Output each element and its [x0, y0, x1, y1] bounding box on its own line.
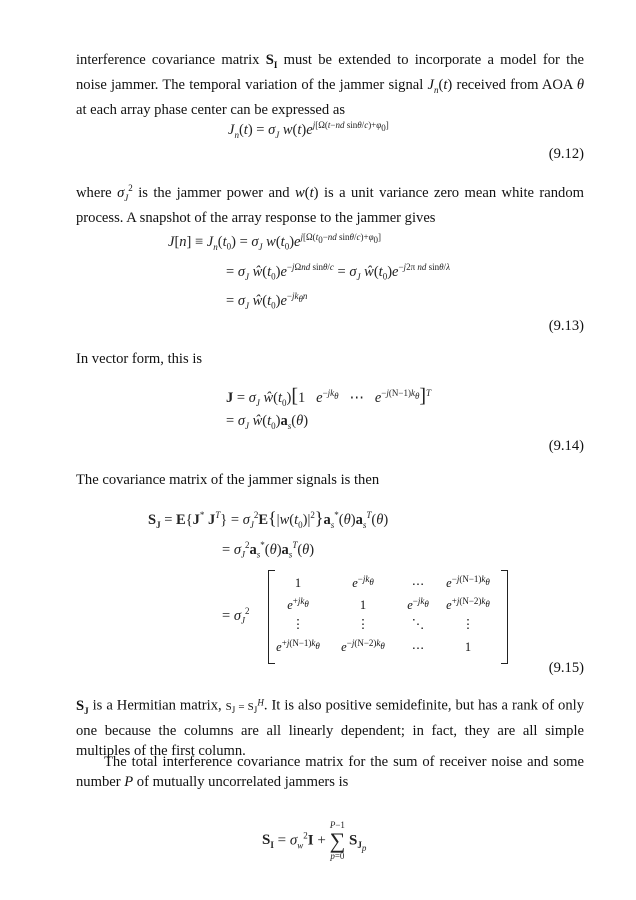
- matrix-cell: $e^{-jk_\theta}$: [407, 596, 429, 613]
- equation-9-12: $J_n(t) = \sigma_J$ $w(t)e^{j[\Omega(t-nd sin\theta/c)+\varphi_0]}$: [228, 120, 389, 140]
- matrix-cell: $e^{+j(N-2)k_\theta}$: [446, 596, 490, 613]
- paragraph-6: The total interference covariance matrix for the sum of receiver noise and some number P of mutually uncorrelated jammers is: [76, 754, 584, 790]
- paragraph-1: interference covariance matrix $S_I$ must be extended to incorporate a model for the noise jammer. The temporal variation of the jammer signal $J_n(t)$ received from AOA θ at each array phase center can be expressed as: [76, 52, 584, 118]
- matrix-cell: $e^{-jk_\theta}$: [352, 574, 374, 591]
- equation-9-13-line-1: $J[n] \equiv J_n(t_0) = \sigma_J$ $w(t_0)e^{j[\Omega(t_0-nd sin\theta/c)+\varphi_0]}$: [168, 232, 382, 252]
- matrix-cell: ⋮: [291, 617, 305, 631]
- paragraph-4: The covariance matrix of the jammer signals is then: [76, 472, 380, 488]
- equation-9-15-line-1: $S_J = E\{J^*$ $J^T\} = \sigma_J^2E\{|w(t_0)|^2\}a_s^*(\theta)a_s^T(\theta)$: [148, 508, 389, 530]
- equation-number: (9.12): [548, 146, 584, 162]
- equation-9-14-line-1: $J = \sigma_J$ $ŵ(t_0)[1$ $e^{-jk_\theta}$ ⋯ $e^{-j(N-1)k_\theta}]^T$: [226, 385, 432, 408]
- matrix-cell: 1: [294, 576, 302, 590]
- matrix-cell: ⋮: [461, 617, 475, 631]
- matrix-left-bracket: [268, 570, 275, 664]
- equation-9-15-coefficient: = $\sigma_J^2$: [222, 606, 250, 626]
- equation-9-13-line-3: = $\sigma_J$ $ŵ(t_0)e^{-jk_\theta n}$: [226, 291, 308, 311]
- paragraph-2: where $\sigma_J^2$ is the jammer power and w(t) is a unit variance zero mean white random process. A snapshot of the array response to the jammer gives: [76, 183, 584, 226]
- matrix-cell: $e^{+j(N-1)k_\theta}$: [276, 638, 320, 655]
- matrix-cell: 1: [359, 598, 367, 612]
- matrix-right-bracket: [501, 570, 508, 664]
- equation-number: (9.13): [548, 318, 584, 334]
- covariance-matrix: [268, 570, 508, 662]
- paragraph-5: $S_J$ is a Hermitian matrix, $S_J = S_J^H$. It is also positive semidefinite, but has a rank of only one because the columns are all linearly dependent; in fact, they are all simple multiples of the first column.: [76, 697, 585, 759]
- equation-9-13-line-2: = $\sigma_J$ $ŵ(t_0)e^{-j\Omega nd sin\theta/c} = \sigma_J$ $ŵ(t_0)e^{-j2\pi nd sin\theta/\lambda}$: [226, 262, 450, 282]
- matrix-cell: ⋯: [411, 641, 425, 655]
- equation-9-14-line-2: = $\sigma_J$ $ŵ(t_0)a_s(\theta)$: [226, 413, 309, 431]
- matrix-cell: $e^{-j(N-1)k_\theta}$: [446, 574, 490, 591]
- equation-number: (9.14): [548, 438, 584, 454]
- paragraph-3: In vector form, this is: [76, 351, 203, 367]
- equation-9-15-line-2: = $\sigma_J^2a_s^*(\theta)a_s^T(\theta)$: [222, 540, 315, 560]
- matrix-cell: 1: [464, 640, 472, 654]
- matrix-cell: $e^{-j(N-2)k_\theta}$: [341, 638, 385, 655]
- matrix-cell: ⋱: [411, 617, 425, 631]
- equation-total-interference: $S_I = \sigma_w^2I$ + P−1 ∑ p=0 $S_{J_p}$: [262, 820, 367, 861]
- matrix-cell: $e^{+jk_\theta}$: [287, 596, 309, 613]
- equation-number: (9.15): [548, 660, 584, 676]
- matrix-cell: ⋯: [411, 577, 425, 591]
- matrix-cell: ⋮: [356, 617, 370, 631]
